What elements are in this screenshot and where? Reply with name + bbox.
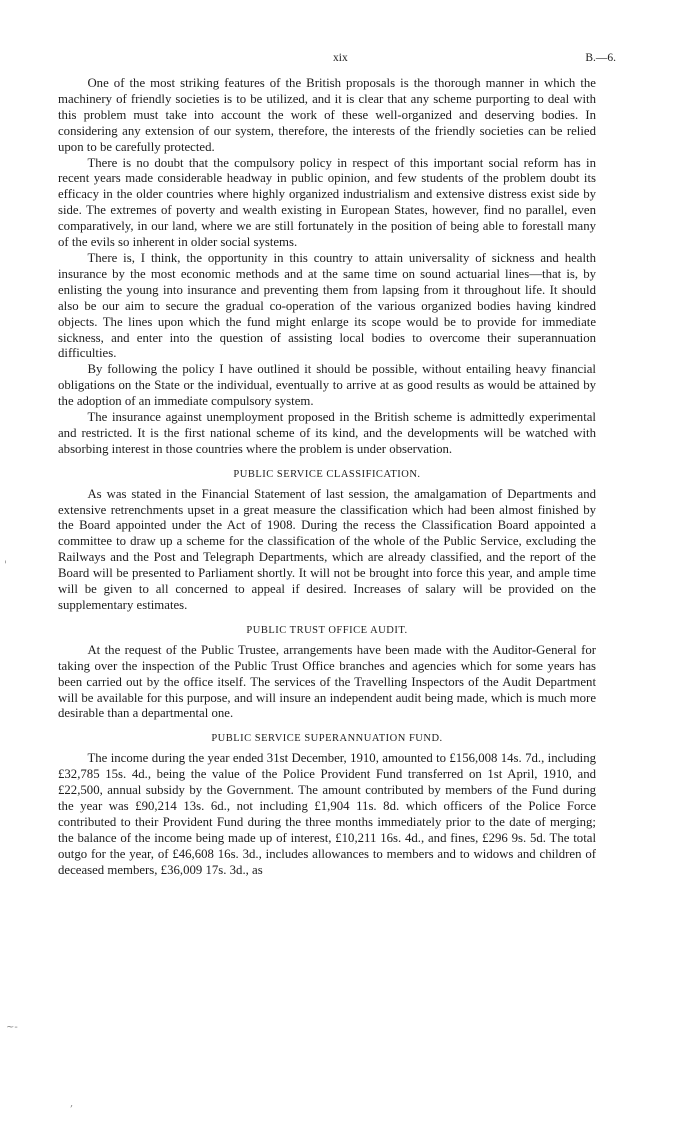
paragraph: The insurance against unemployment proposed in the British scheme is admittedly experimental and restricted. It is the first national scheme of its kind, and the developments will be watched with absorbing interest in those countries where the problem is under observation. xyxy=(58,410,596,456)
paragraph: By following the policy I have outlined it should be possible, without entailing heavy financial obligations on the State or the individual, eventually to arrive at as good results as would be attained by the adoption of an immediate compulsory system. xyxy=(58,362,596,409)
section-public-service-classification xyxy=(58,467,596,614)
paragraph: There is, I think, the opportunity in this country to attain universality of sickness and health insurance by the most economic methods and at the same time on sound actuarial lines—that is, by enlisting the young into insurance and preventing them from lapsing from it throughout life. It should also be our aim to secure the gradual co-operation of the various organized bodies having kindred objects. The lines upon which the fund might enlarge its scope would be to provide for immediate sickness, and enter into the question of assisting local bodies to overcome their superannuation difficulties. xyxy=(58,250,596,361)
scan-artifact: , xyxy=(70,1098,74,1109)
page-number: xix xyxy=(333,52,348,64)
paragraph: One of the most striking features of the British proposals is the thorough manner in which the machinery of friendly societies is to be utilized, and it is clear that any scheme purporting to deal with this problem must take into account the work of these well-organized and deserving bodies. In considering any extension of our system, therefore, the interests of the friendly societies can be relied upon to be carefully protected. xyxy=(58,76,596,154)
scan-artifact: ~- xyxy=(6,1022,18,1033)
document-body xyxy=(58,76,596,879)
section-friendly-societies xyxy=(58,76,596,458)
paragraph: At the request of the Public Trustee, arrangements have been made with the Auditor-General for taking over the inspection of the Public Trust Office branches and agencies which for some years has been carried out by the office itself. The services of the Travelling Inspectors of the Audit Department will be available for this purpose, and will insure an independent audit being made, which is much more desirable than a departmental one. xyxy=(58,642,596,721)
section-heading: PUBLIC TRUST OFFICE AUDIT. xyxy=(246,624,408,636)
paragraph: The income during the year ended 31st December, 1910, amounted to £156,008 14s. 7d., including £32,785 15s. 4d., being the value of the Police Provident Fund transferred on 1st April, 1910, and £22,500, annual subsidy by the Government. The amount contributed by members of the Fund during the year was £90,214 13s. 6d., not including £1,904 11s. 8d. which officers of the Police Force contributed to their Provident Fund during the three months immediately prior to the date of merging; the balance of the income being made up of interest, £10,211 16s. 4d., and fines, £296 9s. 5d. The total outgo for the year, of £46,608 16s. 3d., includes allowances to members and to widows and children of deceased members, £36,009 17s. 3d., as xyxy=(58,751,596,877)
paragraph: There is no doubt that the compulsory policy in respect of this important social reform has in recent years made considerable headway in public opinion, and few students of the problem doubt its efficacy in the older countries where highly organized industrialism and extensive distress exist side by side. The extremes of poverty and wealth existing in European States, however, find no parallel, even comparatively, in our land, where we are still fortunately in the position of being able to forestall many of the evils so inherent in older social systems. xyxy=(58,155,596,250)
paragraph: As was stated in the Financial Statement of last session, the amalgamation of Departments and extensive retrenchments upset in a great measure the classification which had been almost finished by the Board appointed under the Act of 1908. During the recess the Classification Board appointed a committee to draw up a scheme for the classification of the whole of the Public Service, excluding the Railways and the Post and Telegraph Departments, which are already classified, and the report of the Board will be presented to Parliament shortly. It will not be brought into force this year, and ample time will be given to all concerned to appeal if desired. Increases of salary will be provided on the supplementary estimates. xyxy=(58,486,596,612)
section-heading: PUBLIC SERVICE SUPERANNUATION FUND. xyxy=(211,733,443,745)
section-superannuation-fund xyxy=(58,731,596,878)
section-public-trust-office-audit xyxy=(58,623,596,722)
section-heading: PUBLIC SERVICE CLASSIFICATION. xyxy=(233,468,421,480)
scan-artifact: ' xyxy=(4,560,7,571)
document-reference: B.—6. xyxy=(585,52,616,64)
